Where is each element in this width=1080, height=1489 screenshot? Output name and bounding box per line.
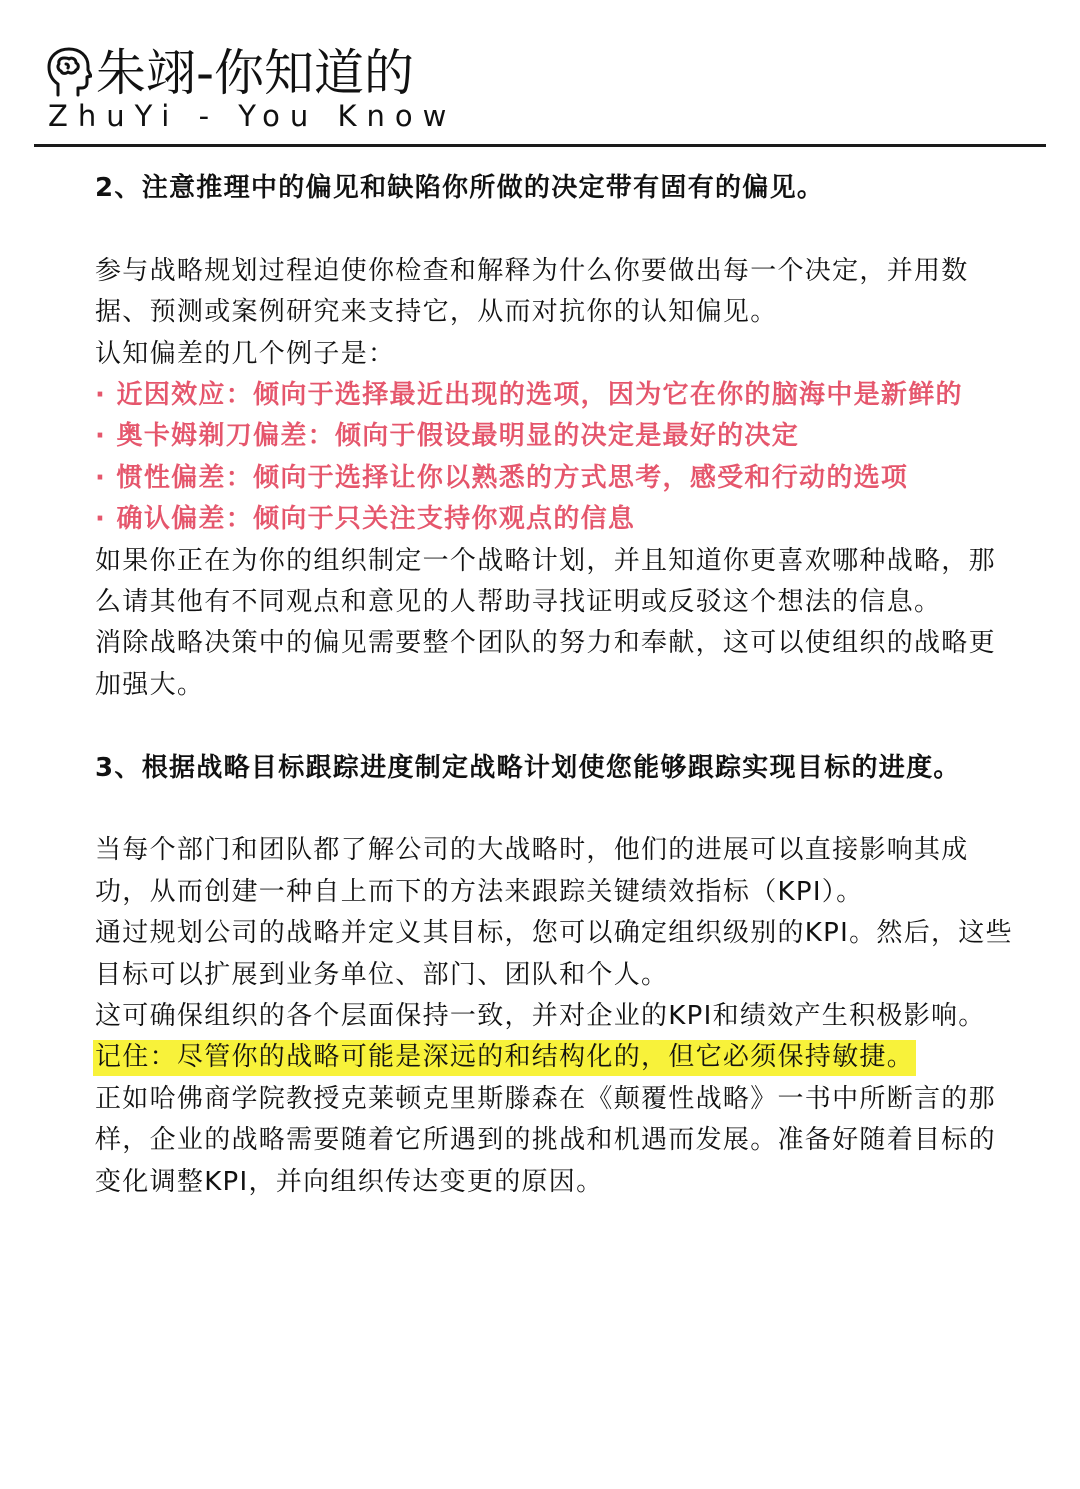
- section-3-paragraph-3: 这可确保组织的各个层面保持一致，并对企业的KPI和绩效产生积极影响。: [95, 1001, 986, 1032]
- section-2-paragraph-1: 参与战略规划过程迫使你检查和解释为什么你要做出每一个决定，并用数据、预测或案例研究来支持它，从而对抗你的认知偏见。: [95, 255, 969, 328]
- spacer: [95, 209, 1015, 250]
- bias-bullet-confirmation: · 确认偏差：倾向于只关注支持你观点的信息: [95, 504, 636, 535]
- brand-title: 朱翊-你知道的: [96, 44, 415, 102]
- header: [40, 36, 1040, 136]
- section-3-heading: 3、根据战略目标跟踪进度制定战略计划使您能够跟踪实现目标的进度。: [95, 752, 961, 783]
- bias-bullet-occams-razor: · 奥卡姆剃刀偏差：倾向于假设最明显的决定是最好的决定: [95, 421, 800, 452]
- head-profile-icon: [46, 46, 92, 98]
- header-divider: [34, 144, 1046, 147]
- section-3-paragraph-1: 当每个部门和团队都了解公司的大战略时，他们的进展可以直接影响其成功，从而创建一种自上而下的方法来跟踪关键绩效指标（KPI）。: [95, 835, 969, 907]
- highlighted-reminder: 记住：尽管你的战略可能是深远的和结构化的，但它必须保持敏捷。: [93, 1040, 916, 1076]
- spacer: [95, 706, 1015, 747]
- section-2-heading: 2、注意推理中的偏见和缺陷你所做的决定带有固有的偏见。: [95, 173, 825, 203]
- section-3-paragraph-4: 正如哈佛商学院教授克莱顿克里斯滕森在《颠覆性战略》一书中所断言的那样，企业的战略需要随着它所遇到的挑战和机遇而发展。准备好随着目标的变化调整KPI，并向组织传达变更的原因。: [95, 1083, 996, 1197]
- spacer: [95, 789, 1015, 830]
- section-2-paragraph-2: 如果你正在为你的组织制定一个战略计划，并且知道你更喜欢哪种战略，那么请其他有不同观点和意见的人帮助寻找证明或反驳这个想法的信息。: [95, 545, 996, 618]
- section-3-paragraph-2: 通过规划公司的战略并定义其目标，您可以确定组织级别的KPI。然后，这些目标可以扩展到业务单位、部门、团队和个人。: [95, 918, 1013, 990]
- bias-bullet-recency: · 近因效应：倾向于选择最近出现的选项，因为它在你的脑海中是新鲜的: [95, 380, 963, 411]
- examples-intro: 认知偏差的几个例子是：: [95, 338, 396, 369]
- brand-subtitle: ZhuYi - You Know: [48, 99, 457, 133]
- bias-bullet-inertia: · 惯性偏差：倾向于选择让你以熟悉的方式思考，感受和行动的选项: [95, 462, 909, 493]
- article-body: [95, 168, 1015, 1203]
- highlight-line: [95, 1037, 1015, 1078]
- section-2-paragraph-3: 消除战略决策中的偏见需要整个团队的努力和奉献，这可以使组织的战略更加强大。: [95, 628, 996, 700]
